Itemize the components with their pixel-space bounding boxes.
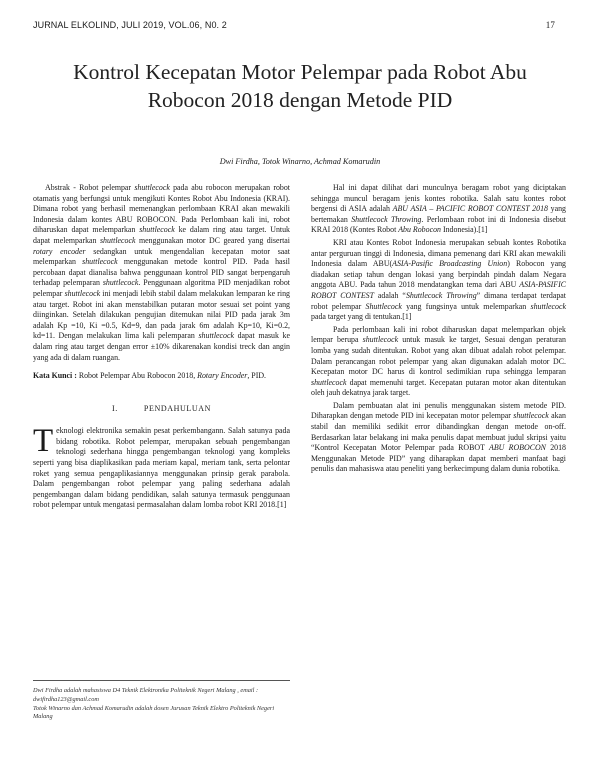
abstract-text: . Penggunaan algoritma PID menjadikan robot pelempar bbox=[33, 278, 290, 298]
body-text: akan stabil dan memiliki sedikit error dibandingkan dengan metode on-off. Berdasarkan latar belakang ini maka penulis dapat membuat judul skripsi yaitu “Kontrol Kecepatan Motor Pelempar pada ROBOT bbox=[311, 411, 566, 453]
body-text: KRI atau Kontes Robot Indonesia merupakan sebuah kontes Robotika antar perguruan tinggi di Indonesia, dimana pemenang dari KRI akan mewakili Indonesia dalam ABU( bbox=[311, 237, 566, 269]
section-heading bbox=[33, 404, 290, 415]
abstract-text: menggunakan motor DC geared yang disertai bbox=[135, 235, 290, 245]
abstract-term: shuttlecock bbox=[134, 183, 170, 192]
body-text: adalah “ bbox=[373, 290, 406, 300]
body-text: dapat memenuhi target. Kecepatan putaran motor akan ditentukan oleh jauh dekatnya jarak target. bbox=[311, 377, 566, 398]
left-column bbox=[33, 183, 290, 511]
body-text: ) Robocon yang diadakan setiap tahun dengan lokasi yang berpindah pindah dalam Negara anggota ABU. Pada tahun 2018 mendatangkan tema dari ABU bbox=[311, 259, 566, 290]
keywords-text: , PID. bbox=[247, 371, 266, 381]
keywords-term: Rotary Encoder bbox=[197, 371, 248, 381]
body-term: Shuttlecock Throwing bbox=[405, 290, 477, 300]
page-number: 17 bbox=[545, 20, 555, 30]
keywords bbox=[33, 371, 290, 382]
title-line-2: Robocon 2018 dengan Metode PID bbox=[147, 88, 453, 112]
body-text: . Perlombaan robot ini di Indonesia disebut KRAI 2018 (Kontes Robot bbox=[311, 214, 566, 235]
right-column bbox=[311, 183, 566, 475]
body-term: shuttlecock bbox=[311, 377, 347, 387]
author-footnote bbox=[33, 680, 290, 722]
abstract-term: shuttlecock bbox=[198, 331, 234, 341]
abstract-label: Abstrak - bbox=[45, 183, 80, 192]
body-term: shuttlecock bbox=[530, 301, 566, 311]
footnote-line: Dwi Firdha adalah mahasiswa D4 Teknik Elektronika Politeknik Negeri Malang , email : dwifirdha123@gmail.com bbox=[33, 687, 259, 703]
body-text: yang fungsinya untuk melemparkan bbox=[401, 301, 531, 311]
body-text: yang bertemakan bbox=[311, 204, 567, 224]
intro-paragraph bbox=[33, 423, 290, 511]
body-term: Shuttlecock Throwing bbox=[351, 214, 422, 224]
body-term: shuttlecock bbox=[362, 335, 399, 345]
body-text: pada target yang di tentukan.[1] bbox=[311, 312, 412, 322]
intro-text: eknologi elektronika semakin pesat perkembangann. Salah satunya pada bidang robotika. Robot pelempar, merupakan sebuah pengembangan teknologi sederhana hingga pengembangan teknologi yang kompleks seperti yang bisa diaplikasikan pada meriam kapal, meriam tank, serta pelontar roket yang semua pengaplikasiannya menggunakan prinsip gerak parabola. Dalam pengembangan robot pelempar yang paling sederhana adalah pengembangan dalam bidang pendidikan, salah satunya termasuk penggunaan robot pelempar untuk mengatasi permasalahan dalam lomba robot KRI 2018.[1] bbox=[33, 426, 290, 510]
body-paragraph bbox=[311, 325, 566, 399]
keywords-text: Robot Pelempar Abu Robocon 2018, bbox=[78, 371, 198, 381]
abstract-text: menggunakan metode kontrol PID. Pada hasil percobaan dapat dianalisa bahwa penggunaan kontrol PID sangat berpengaruh terhadap pelemparan bbox=[33, 257, 290, 288]
abstract bbox=[33, 183, 290, 363]
body-text: Pada perlombaan kali ini robot diharuskan dapat melemparkan objek lempar berupa bbox=[311, 324, 566, 345]
body-paragraph bbox=[311, 238, 566, 323]
body-text: ” dimana terdapat terdapat robot pelempar bbox=[311, 290, 566, 311]
abstract-text: Robot pelempar bbox=[79, 183, 135, 192]
abstract-term: shuttlecock bbox=[99, 235, 136, 245]
body-text: 2018 Menggunakan Metode PID” yang diharapkan dapat memberi manfaat bagi penulis dan mahasiswa atau peneliti yang berkecimpung dalam dunia robotika. bbox=[311, 443, 566, 474]
body-term: ASIA-PASIFIC ROBOT CONTEST bbox=[311, 280, 566, 300]
body-term: Abu Robocon bbox=[398, 225, 441, 235]
paper-title bbox=[40, 58, 560, 114]
abstract-text: ini menjadi lebih stabil dalam melakukan lemparan ke ring atau target. Robot ini akan menstabilkan putaran motor sesuai set point yang diinginkan. Setelah dilakukan pengujian ditemukan nilai PID pada jarak 3m adalah Kp =10, Ki =0.5, Kd=9, dan pada jarak 6m adalah Kp=10, Ki=0.2, kd=11. Dengan melakukan lima kali pelemparan bbox=[33, 288, 290, 341]
abstract-text: ke dalam ring atau target. Untuk dapat melemparkan bbox=[33, 225, 290, 245]
abstract-text: pada abu robocon merupakan robot otamatis yang berfungsi untuk mengikuti Kontes Robot Abu Indonesia (KRAI). Dimana robot yang berhasil memenangkan perlombaan KRAI akan mewakili Indonesia dalam kontes ABU ROBOCON. Pada Perlombaan kali ini, robot diharuskan dapat melemparkan bbox=[33, 183, 291, 235]
footnote-line: Totok Winarno dan Achmad Komarudin adalah dosen Jurusan Teknik Elektro Politeknik Negeri Malang bbox=[33, 704, 275, 721]
body-term: ABU ASIA – PACIFIC ROBOT CONTEST 2018 bbox=[392, 204, 548, 214]
section-title: PENDAHULUAN bbox=[143, 403, 211, 413]
body-text: untuk masuk ke target, Sesuai dengan peraturan lomba yang sudah ditentukan. Robot yang akan dibuat adalah robot pelempar. Dalam perancangan robot pelempar yang akan digunakan adalah motor DC. Kecepatan motor DC harus di kontrol sedimikian rupa sehingga lemparan bbox=[311, 335, 566, 377]
running-header bbox=[33, 20, 555, 34]
abstract-text: dapat masuk ke dalam ring atau target dengan error ±10% dikarenakan kondisi treck dan angin yang ada di dalam ruangan. bbox=[33, 331, 290, 362]
body-text: Hal ini dapat dilihat dari munculnya beragam robot yang diciptakan sehingga muncul beragam jenis kontes robotika. Salah satu kontes robot bergensi di ASIA adalah bbox=[311, 183, 566, 214]
abstract-term: shuttlecock bbox=[82, 257, 118, 267]
body-text: Indonesia).[1] bbox=[440, 225, 488, 235]
abstract-term: shuttlecock bbox=[64, 288, 101, 298]
body-paragraph bbox=[311, 183, 566, 236]
drop-cap: T bbox=[33, 423, 54, 460]
keywords-label: Kata Kunci : bbox=[33, 371, 79, 381]
title-line-1: Kontrol Kecepatan Motor Pelempar pada Robot Abu bbox=[73, 60, 527, 84]
section-number: I. bbox=[112, 403, 118, 413]
journal-name: JURNAL ELKOLIND, JULI 2019, VOL.06, N0. 2 bbox=[33, 20, 227, 30]
body-term: ABU ROBOCON bbox=[489, 443, 546, 453]
abstract-term: rotary encoder bbox=[33, 246, 86, 256]
body-paragraph bbox=[311, 401, 566, 475]
body-text: Dalam pembuatan alat ini penulis menggunakan sistem metode PID. Diharapkan dengan metode PID ini kecepatan motor pelempar bbox=[311, 400, 566, 421]
abstract-term: shuttlecock bbox=[139, 225, 175, 235]
body-term: shuttlecock bbox=[513, 411, 549, 421]
body-term: ASIA-Pasific Broadcasting Union bbox=[392, 259, 508, 269]
author-list: Dwi Firdha, Totok Winarno, Achmad Komarudin bbox=[219, 157, 381, 166]
abstract-term: shuttlecock bbox=[102, 278, 139, 288]
abstract-text: sedangkan untuk mengendalian kecepatan motor saat melemparkan bbox=[33, 246, 290, 267]
body-term: Shuttlecock bbox=[365, 301, 402, 311]
